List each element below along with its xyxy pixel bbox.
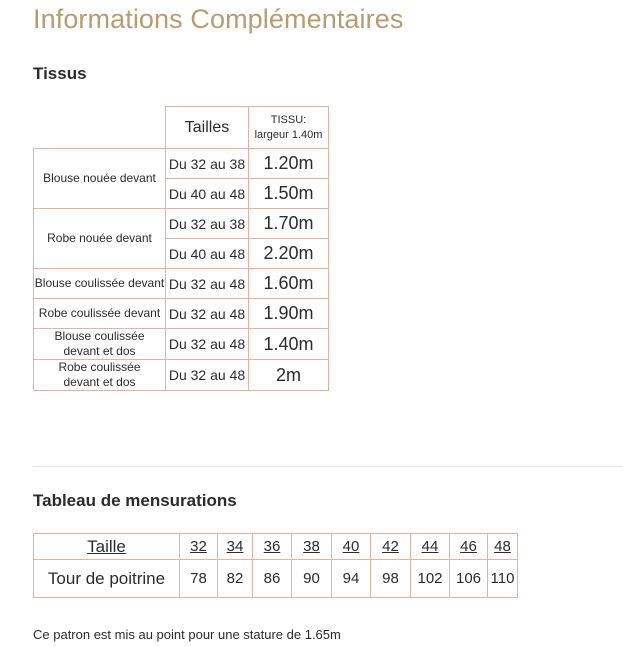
size-cell: 44 [411, 534, 450, 560]
section-divider [33, 466, 623, 467]
chest-cell: 94 [332, 560, 371, 598]
fabric-length: 1.40m [249, 329, 329, 360]
chest-cell: 102 [411, 560, 450, 598]
size-cell: 40 [332, 534, 371, 560]
fabric-row [34, 299, 329, 329]
fabric-size-range: Du 40 au 48 [166, 179, 249, 209]
fabric-header-row [34, 107, 329, 149]
fabric-model-name: Robe nouée devant [47, 231, 152, 245]
fabric-row [34, 149, 329, 179]
size-cell: 38 [292, 534, 332, 560]
chest-cell: 98 [371, 560, 411, 598]
chest-cell: 110 [488, 560, 518, 598]
fabric-model-cell [34, 299, 166, 329]
size-cell: 46 [450, 534, 488, 560]
fabric-row [34, 209, 329, 239]
fabric-model-name: Robe coulissée [58, 360, 141, 374]
taille-label: Taille [34, 534, 180, 560]
fabric-size-range: Du 32 au 48 [166, 360, 249, 391]
size-cell: 32 [180, 534, 218, 560]
chest-cell: 82 [218, 560, 253, 598]
fabric-table [33, 106, 329, 391]
fabric-size-range: Du 32 au 48 [166, 329, 249, 360]
fabric-model-cell [34, 209, 166, 269]
fabric-model-name-line2: devant et dos [63, 344, 136, 358]
fabric-size-range: Du 32 au 48 [166, 299, 249, 329]
fabric-length: 1.60m [249, 269, 329, 299]
stature-note: Ce patron est mis au point pour une stature de 1.65m [33, 627, 341, 642]
size-cell: 36 [253, 534, 292, 560]
fabric-length: 2.20m [249, 239, 329, 269]
chest-cell: 86 [253, 560, 292, 598]
fabric-model-name: Blouse coulissée devant [34, 276, 165, 290]
fabric-size-range: Du 32 au 48 [166, 269, 249, 299]
size-cell: 48 [488, 534, 518, 560]
fabric-model-cell [34, 360, 166, 391]
size-cell: 34 [218, 534, 253, 560]
fabric-model-cell [34, 269, 166, 299]
fabric-model-name: Blouse coulissée [54, 329, 145, 343]
chest-cell: 90 [292, 560, 332, 598]
fabric-header-tissu [249, 107, 329, 149]
fabric-length: 1.90m [249, 299, 329, 329]
fabric-header-tailles: Tailles [166, 107, 249, 149]
tour-de-poitrine-label: Tour de poitrine [34, 560, 180, 598]
measurements-chest-row [34, 560, 518, 598]
chest-cell: 78 [180, 560, 218, 598]
fabric-row [34, 360, 329, 391]
fabric-model-cell [34, 329, 166, 360]
fabric-length: 1.50m [249, 179, 329, 209]
size-cell: 42 [371, 534, 411, 560]
fabric-header-tissu-line2: largeur 1.40m [254, 128, 323, 141]
fabric-size-range: Du 32 au 38 [166, 149, 249, 179]
fabric-model-name: Blouse nouée devant [43, 171, 156, 185]
fabric-model-name: Robe coulissée devant [38, 306, 161, 320]
fabric-length: 1.70m [249, 209, 329, 239]
fabric-length: 1.20m [249, 149, 329, 179]
measurements-size-row [34, 534, 518, 560]
fabric-header-tissu-line1: TISSU: [270, 113, 307, 126]
fabric-size-range: Du 40 au 48 [166, 239, 249, 269]
fabric-model-name-line2: devant et dos [63, 375, 136, 389]
fabric-length: 2m [249, 360, 329, 391]
mensurations-section-title: Tableau de mensurations [33, 491, 237, 510]
fabric-header-blank [34, 107, 166, 149]
page-title: Informations Complémentaires [33, 4, 404, 34]
measurements-table [33, 533, 518, 598]
fabric-row [34, 269, 329, 299]
fabric-row [34, 329, 329, 360]
tissus-section-title: Tissus [33, 64, 87, 83]
fabric-model-cell [34, 149, 166, 209]
fabric-size-range: Du 32 au 38 [166, 209, 249, 239]
chest-cell: 106 [450, 560, 488, 598]
